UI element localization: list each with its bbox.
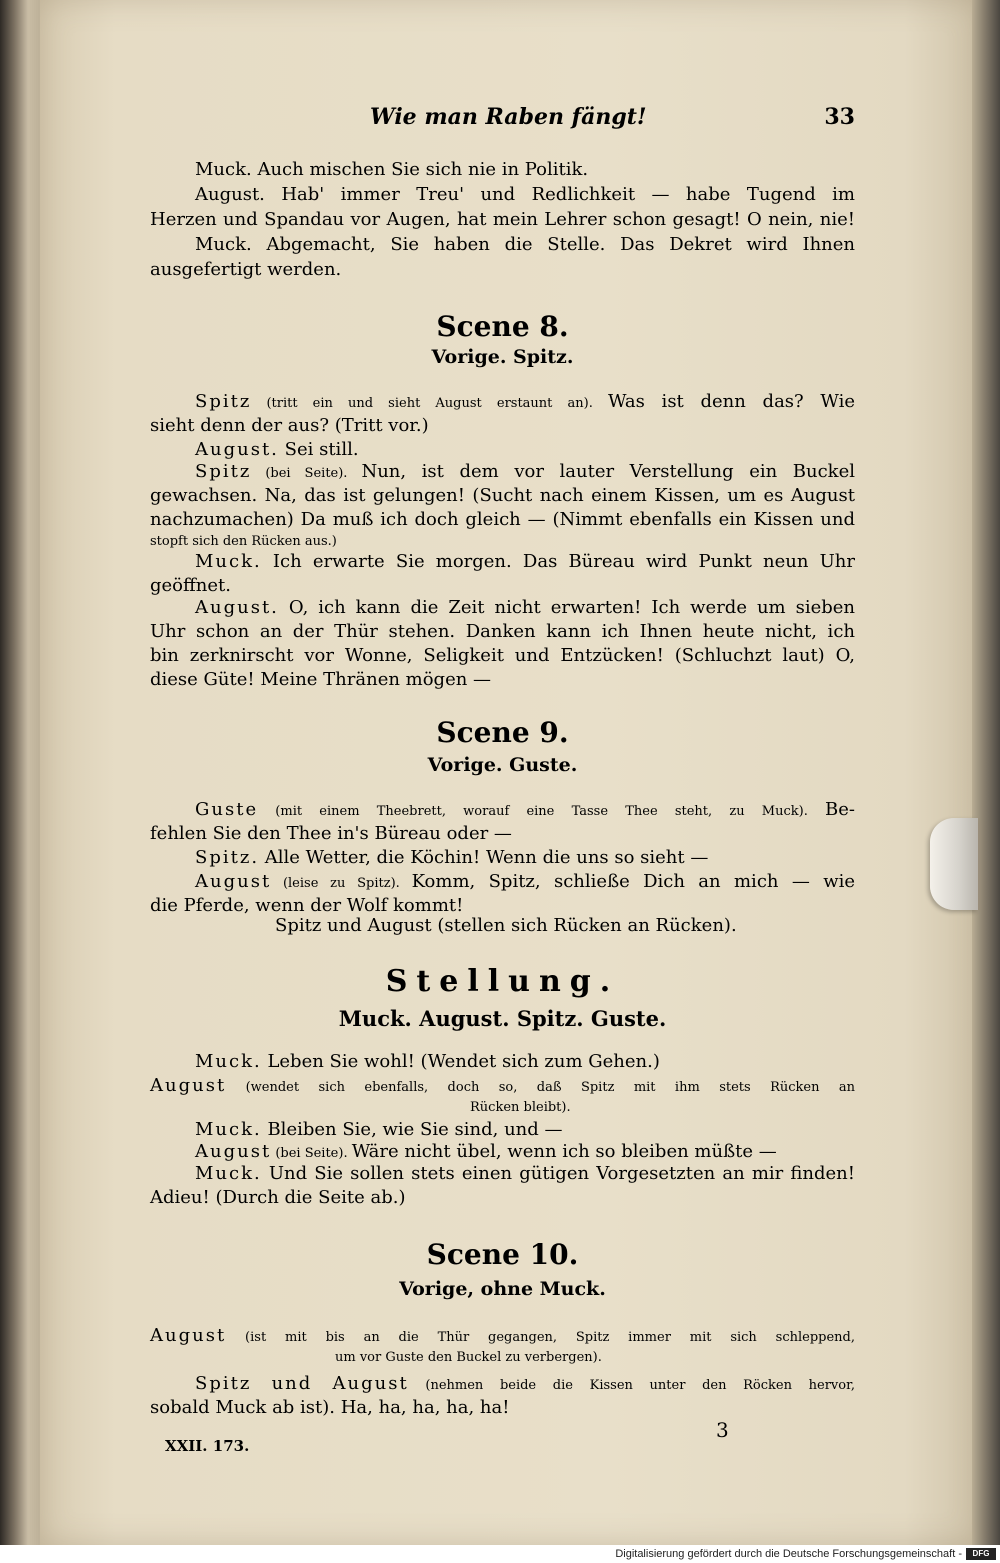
scene-heading: Scene 8. xyxy=(436,310,569,343)
running-title: Wie man Raben fängt! xyxy=(370,104,647,130)
speech: Komm, Spitz, schließe Dich an mich — wie xyxy=(411,871,856,892)
speech: Alle Wetter, die Köchin! Wenn die uns so sieht — xyxy=(259,847,709,868)
stage-direction: (mit einem Theebrett, worauf eine Tasse Thee steht, zu Muck). xyxy=(258,804,826,819)
stage-direction: (leise zu Spitz). xyxy=(271,876,412,891)
speaker: August xyxy=(195,871,272,892)
speech: Be- xyxy=(825,799,855,820)
speech: O, ich kann die Zeit nicht erwarten! Ich werde um sieben xyxy=(278,597,855,618)
speaker: August xyxy=(150,1325,227,1346)
sheet-number: 3 xyxy=(716,1418,729,1442)
scene-persons: Vorige, ohne Muck. xyxy=(399,1278,606,1300)
stage-direction: (bei Seite). xyxy=(251,466,362,481)
dialogue-line xyxy=(195,596,855,620)
text-line: August. Hab' immer Treu' und Redlichkeit — habe Tugend im xyxy=(195,184,855,205)
dialogue-line: um vor Guste den Buckel zu verbergen). xyxy=(335,1350,602,1365)
dialogue-line xyxy=(195,550,855,574)
speaker: Spitz und August xyxy=(195,1373,409,1394)
dialogue-line xyxy=(195,390,855,416)
speaker: Spitz xyxy=(195,391,252,412)
speaker: Muck. xyxy=(195,1119,262,1140)
speech: Bleiben Sie, wie Sie sind, und — xyxy=(261,1119,563,1140)
speaker: Spitz. xyxy=(195,847,260,868)
dfg-logo: DFG xyxy=(966,1548,996,1560)
stage-direction: (bei Seite). xyxy=(271,1146,352,1161)
dialogue-line: geöffnet. xyxy=(150,575,231,596)
bookmark-tab xyxy=(930,818,978,910)
speech: Was ist denn das? Wie xyxy=(607,391,855,412)
dialogue-line: sieht denn der aus? (Tritt vor.) xyxy=(150,415,429,436)
speaker: Muck. xyxy=(195,1163,262,1184)
dialogue-line: nachzumachen) Da muß ich doch gleich — (Nimmt ebenfalls ein Kissen und xyxy=(150,509,855,530)
dialogue-line: die Pferde, wenn der Wolf kommt! xyxy=(150,895,464,916)
digitization-notice: Digitalisierung gefördert durch die Deutsche Forschungsgemeinschaft - xyxy=(615,1548,962,1560)
stage-direction: (tritt ein und sieht August erstaunt an). xyxy=(251,396,608,411)
text-line: Muck. Abgemacht, Sie haben die Stelle. Das Dekret wird Ihnen xyxy=(195,234,855,255)
dialogue-line: fehlen Sie den Thee in's Büreau oder — xyxy=(150,823,512,844)
page-number: 33 xyxy=(824,104,855,130)
dialogue-line: Spitz und August (stellen sich Rücken an Rücken). xyxy=(275,915,737,936)
speech: Und Sie sollen stets einen gütigen Vorgesetzten an mir finden! xyxy=(261,1163,855,1184)
speaker: August. xyxy=(195,597,279,618)
speaker: Guste xyxy=(195,799,259,820)
stage-direction: (ist mit bis an die Thür gegangen, Spitz immer mit sich schleppend, xyxy=(226,1330,855,1345)
speech: Leben Sie wohl! (Wendet sich zum Gehen.) xyxy=(261,1051,660,1072)
signature-mark: XXII. 173. xyxy=(165,1437,250,1455)
speech: Wäre nicht übel, wenn ich so bleiben müßte — xyxy=(351,1141,777,1162)
section-persons: Muck. August. Spitz. Guste. xyxy=(338,1006,667,1031)
scene-persons: Vorige. Spitz. xyxy=(431,346,574,368)
speaker: August xyxy=(150,1075,227,1096)
dialogue-line: sobald Muck ab ist). Ha, ha, ha, ha, ha! xyxy=(150,1397,510,1418)
section-heading: Stellung. xyxy=(385,964,620,999)
speech: Ich erwarte Sie morgen. Das Büreau wird Punkt neun Uhr xyxy=(261,551,855,572)
dialogue-line xyxy=(195,460,855,486)
stage-direction: (wendet sich ebenfalls, doch so, daß Spitz mit ihm stets Rücken an xyxy=(226,1080,855,1095)
dialogue-line: Uhr schon an der Thür stehen. Danken kann ich Ihnen heute nicht, ich xyxy=(150,621,855,642)
speaker: August. xyxy=(195,439,279,460)
book-spine xyxy=(0,0,40,1545)
stage-direction: (nehmen beide die Kissen unter den Röcken hervor, xyxy=(408,1378,856,1393)
speaker: August xyxy=(195,1141,272,1162)
dialogue-line: Adieu! (Durch die Seite ab.) xyxy=(150,1187,406,1208)
dialogue-line xyxy=(195,1118,900,1142)
dialogue-line: bin zerknirscht vor Wonne, Seligkeit und Entzücken! (Schluchzt laut) O, xyxy=(150,645,855,666)
scene-heading: Scene 9. xyxy=(436,716,569,749)
dialogue-line xyxy=(195,846,900,870)
text-line: Herzen und Spandau vor Augen, hat mein Lehrer schon gesagt! O nein, nie! xyxy=(150,209,855,230)
dialogue-line xyxy=(195,870,855,896)
speaker: Muck. xyxy=(195,551,262,572)
dialogue-line xyxy=(195,1162,855,1186)
dialogue-line: gewachsen. Na, das ist gelungen! (Sucht nach einem Kissen, um es August xyxy=(150,485,855,506)
running-header xyxy=(150,104,855,134)
dialogue-line: diese Güte! Meine Thränen mögen — xyxy=(150,669,492,690)
scene-heading: Scene 10. xyxy=(426,1238,579,1271)
text-line: Muck. Auch mischen Sie sich nie in Politik. xyxy=(195,159,589,180)
speaker: Muck. xyxy=(195,1051,262,1072)
digitization-bar xyxy=(0,1545,1000,1563)
speech: Sei still. xyxy=(278,439,359,460)
dialogue-line xyxy=(195,798,855,824)
scene-persons: Vorige. Guste. xyxy=(427,754,578,776)
dialogue-line: Rücken bleibt). xyxy=(470,1100,571,1115)
dialogue-line xyxy=(195,1372,855,1398)
page-edge xyxy=(972,0,1000,1545)
dialogue-line: stopft sich den Rücken aus.) xyxy=(150,534,337,549)
speaker: Spitz xyxy=(195,461,252,482)
speech: Nun, ist dem vor lauter Verstellung ein Buckel xyxy=(361,461,855,482)
dialogue-line xyxy=(195,438,900,462)
dialogue-line xyxy=(195,1050,900,1074)
text-line: ausgefertigt werden. xyxy=(150,259,342,280)
